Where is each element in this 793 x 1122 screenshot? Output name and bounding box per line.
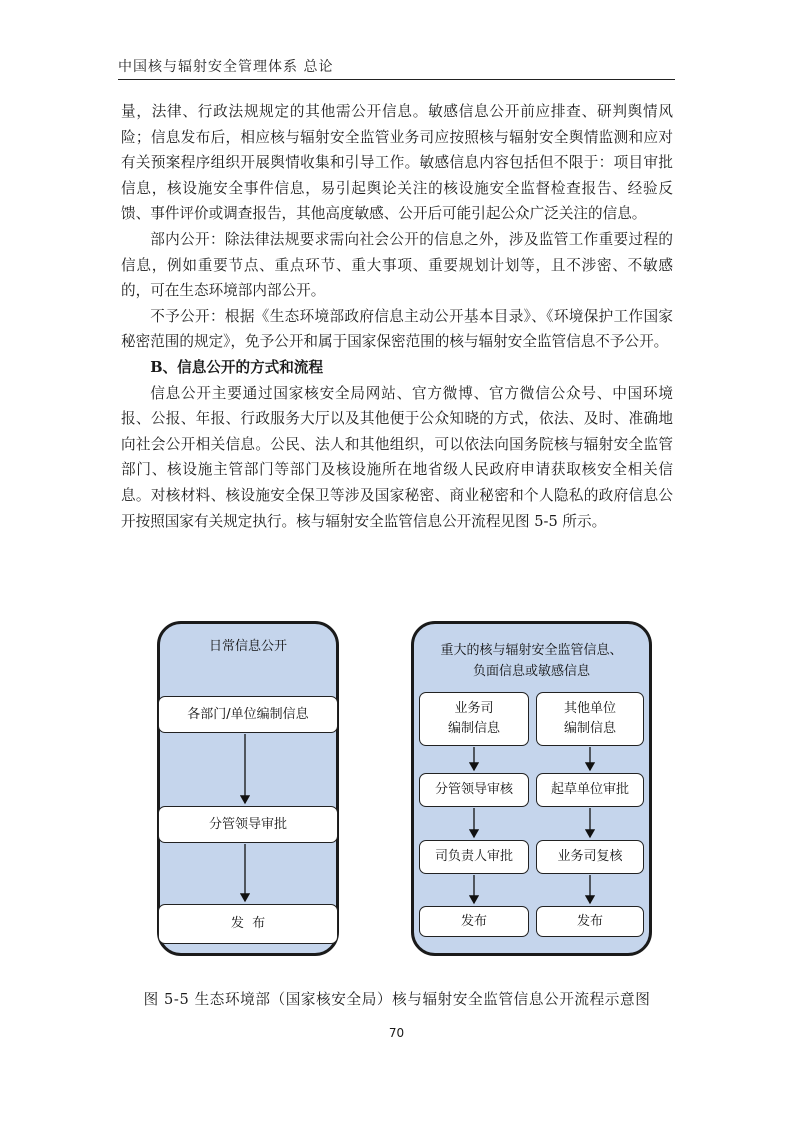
panel-title-major [411, 640, 652, 682]
step-dept-compile [419, 692, 529, 746]
step-director-approval: 司负责人审批 [419, 840, 529, 874]
panel-title-major-line2: 负面信息或敏感信息 [472, 664, 590, 679]
panel-title-major-line1: 重大的核与辐射安全监管信息、 [440, 643, 623, 658]
step-dept-compile-line2: 编制信息 [447, 721, 500, 736]
step-other-unit-compile-line2: 编制信息 [563, 721, 616, 736]
figure-caption: 图 5-5 生态环境部（国家核安全局）核与辐射安全监管信息公开流程示意图 [143, 991, 651, 1008]
paragraph-internal-disclosure: 部内公开：除法律法规要求需向社会公开的信息之外，涉及监管工作重要过程的信息，例如重要节点、重点环节、重大事项、重要规划计划等，且不涉密、不敏感的，可在生态环境部内部公开。 [121, 230, 673, 300]
body-text [121, 99, 673, 534]
step-drafting-unit-approval: 起草单位审批 [536, 773, 644, 807]
step-publish: 发 布 [158, 904, 338, 944]
step-dept-recheck: 业务司复核 [536, 840, 644, 874]
step-leader-approval: 分管领导审批 [158, 806, 338, 843]
paragraph-disclosure-methods: 信息公开主要通过国家核安全局网站、官方微博、官方微信公众号、中国环境报、公报、年报、行政服务大厅以及其他便于公众知晓的方式，依法、及时、准确地向社会公开相关信息。公民、法人和其他组织，可以依法向国务院核与辐射安全监管部门、核设施主管部门等部门及核设施所在地省级人民政府申请获取核安全相关信息。对核材料、核设施安全保卫等涉及国家秘密、商业秘密和个人隐私的政府信息公开按照国家有关规定执行。核与辐射安全监管信息公开流程见图 5-5 所示。 [121, 384, 673, 530]
step-publish-a: 发布 [419, 906, 529, 937]
step-leader-review: 分管领导审核 [419, 773, 529, 807]
step-other-unit-compile-line1: 其他单位 [563, 701, 616, 716]
paragraph-non-disclosure: 不予公开：根据《生态环境部政府信息主动公开基本目录》、《环境保护工作国家秘密范围的规定》，免予公开和属于国家保密范围的核与辐射安全监管信息不予公开。 [121, 307, 673, 351]
panel-title-routine: 日常信息公开 [208, 639, 287, 654]
paragraph-sensitive-info: 量，法律、行政法规规定的其他需公开信息。敏感信息公开前应排查、研判舆情风险；信息发布后，相应核与辐射安全监管业务司应按照核与辐射安全舆情监测和应对有关预案程序组织开展舆情收集和引导工作。敏感信息内容包括但不限于：项目审批信息，核设施安全事件信息，易引起舆论关注的核设施安全监督检查报告、经验反馈、事件评价或调查报告，其他高度敏感、公开后可能引起公众广泛关注的信息。 [121, 103, 673, 223]
step-dept-compile-line1: 业务司 [454, 701, 494, 716]
header-rule [118, 79, 675, 80]
step-other-unit-compile [536, 692, 644, 746]
running-header: 中国核与辐射安全管理体系 总论 [118, 59, 334, 75]
section-heading: B、信息公开的方式和流程 [150, 358, 324, 376]
page-number: 70 [388, 1026, 405, 1040]
step-publish-b: 发布 [536, 906, 644, 937]
step-compile-info: 各部门/单位编制信息 [158, 696, 338, 733]
